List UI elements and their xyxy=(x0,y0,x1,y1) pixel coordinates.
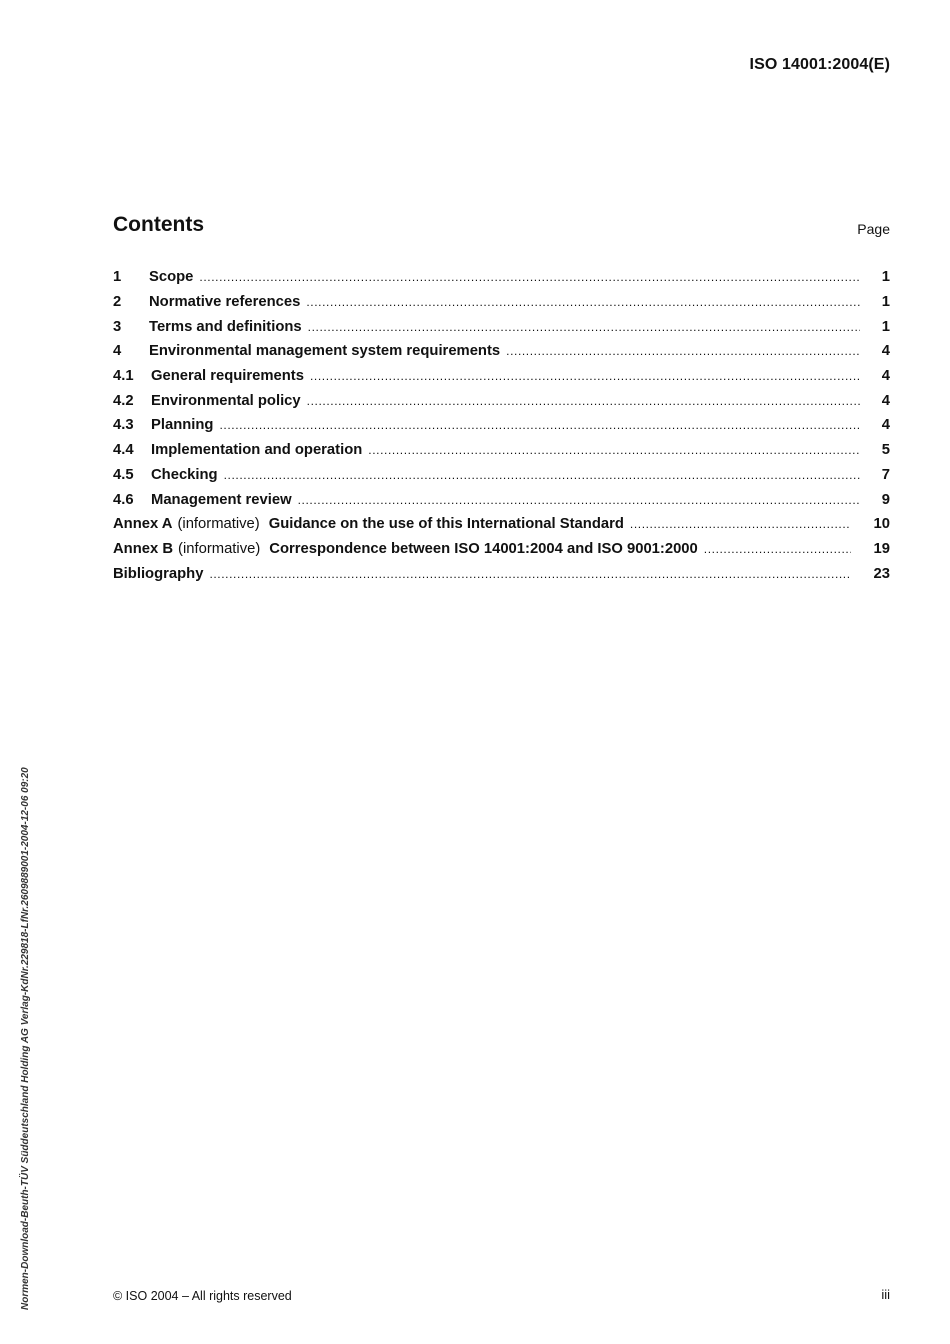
toc-entry-page: 10 xyxy=(873,516,890,533)
toc-entry-page: 23 xyxy=(873,565,890,582)
dot-leader xyxy=(298,493,860,507)
annex-label: Annex B xyxy=(113,540,174,557)
toc-entry-page: 4 xyxy=(881,343,890,360)
dot-leader xyxy=(704,542,851,556)
copyright-notice: © ISO 2004 – All rights reserved xyxy=(113,1289,292,1303)
toc-entry-page: 19 xyxy=(873,540,890,557)
document-id: ISO 14001:2004(E) xyxy=(749,56,890,73)
dot-leader xyxy=(306,295,860,309)
toc-entry-title: Guidance on the use of this International Standard xyxy=(268,516,624,533)
table-of-contents xyxy=(113,265,890,586)
dot-leader xyxy=(307,394,860,408)
toc-entry-page: 4 xyxy=(881,417,890,434)
toc-entry-title: Management review xyxy=(151,491,292,508)
annex-label: Annex A xyxy=(113,516,173,533)
toc-entry-title: Correspondence between ISO 14001:2004 and ISO 9001:2000 xyxy=(269,540,698,557)
toc-entry-annex-b[interactable] xyxy=(113,537,890,562)
toc-entry-title: Scope xyxy=(149,269,194,286)
toc-entry-terms-and-definitions[interactable] xyxy=(113,314,890,339)
dot-leader xyxy=(219,418,860,432)
toc-entry-page: 7 xyxy=(881,466,890,483)
toc-entry-number: 4.6 xyxy=(113,491,134,508)
annex-type: (informative) xyxy=(177,516,260,533)
toc-entry-page: 5 xyxy=(881,442,890,459)
dot-leader xyxy=(199,270,860,284)
toc-entry-management-review[interactable] xyxy=(113,487,890,512)
toc-entry-number: 4.4 xyxy=(113,442,134,459)
toc-entry-title: Implementation and operation xyxy=(151,442,363,459)
toc-entry-page: 4 xyxy=(881,392,890,409)
toc-entry-title: Planning xyxy=(151,417,214,434)
toc-entry-title: Checking xyxy=(151,466,218,483)
toc-entry-page: 1 xyxy=(881,318,890,335)
toc-entry-number: 4 xyxy=(113,343,122,360)
page-column-label: Page xyxy=(857,221,890,237)
toc-entry-page: 1 xyxy=(881,294,890,311)
toc-entry-number: 4.5 xyxy=(113,466,134,483)
dot-leader xyxy=(308,320,860,334)
toc-entry-implementation-and-operation[interactable] xyxy=(113,438,890,463)
toc-entry-ems-requirements[interactable] xyxy=(113,339,890,364)
contents-heading: Contents xyxy=(113,213,204,236)
toc-entry-page: 4 xyxy=(881,368,890,385)
toc-entry-number: 4.2 xyxy=(113,392,134,409)
dot-leader xyxy=(224,468,860,482)
toc-entry-title: Environmental management system requirements xyxy=(149,343,501,360)
toc-entry-number: 2 xyxy=(113,294,122,311)
toc-entry-page: 1 xyxy=(881,269,890,286)
toc-entry-annex-a[interactable] xyxy=(113,512,890,537)
dot-leader xyxy=(506,344,860,358)
dot-leader xyxy=(310,369,860,383)
toc-entry-page: 9 xyxy=(881,491,890,508)
toc-entry-environmental-policy[interactable] xyxy=(113,388,890,413)
toc-entry-checking[interactable] xyxy=(113,463,890,488)
toc-entry-number: 4.1 xyxy=(113,368,134,385)
annex-type: (informative) xyxy=(178,540,261,557)
toc-entry-number: 4.3 xyxy=(113,417,134,434)
toc-entry-number: 1 xyxy=(113,269,122,286)
toc-entry-title: Bibliography xyxy=(113,565,204,582)
toc-entry-number: 3 xyxy=(113,318,122,335)
dot-leader xyxy=(368,443,860,457)
dot-leader xyxy=(630,517,851,531)
toc-entry-title: General requirements xyxy=(151,368,304,385)
download-watermark-text: Normen-Download-Beuth-TÜV Süddeutschland Holding AG Verlag-KdNr.229818-LfNr.2609889001-2004-12-06 09:20 xyxy=(20,767,31,1310)
toc-entry-general-requirements[interactable] xyxy=(113,364,890,389)
toc-entry-normative-references[interactable] xyxy=(113,290,890,315)
dot-leader xyxy=(209,567,851,581)
toc-entry-title: Normative references xyxy=(149,294,301,311)
toc-entry-planning[interactable] xyxy=(113,413,890,438)
toc-entry-title: Environmental policy xyxy=(151,392,301,409)
toc-entry-bibliography[interactable] xyxy=(113,561,890,586)
toc-entry-scope[interactable] xyxy=(113,265,890,290)
toc-entry-title: Terms and definitions xyxy=(149,318,302,335)
page-number: iii xyxy=(881,1287,890,1302)
